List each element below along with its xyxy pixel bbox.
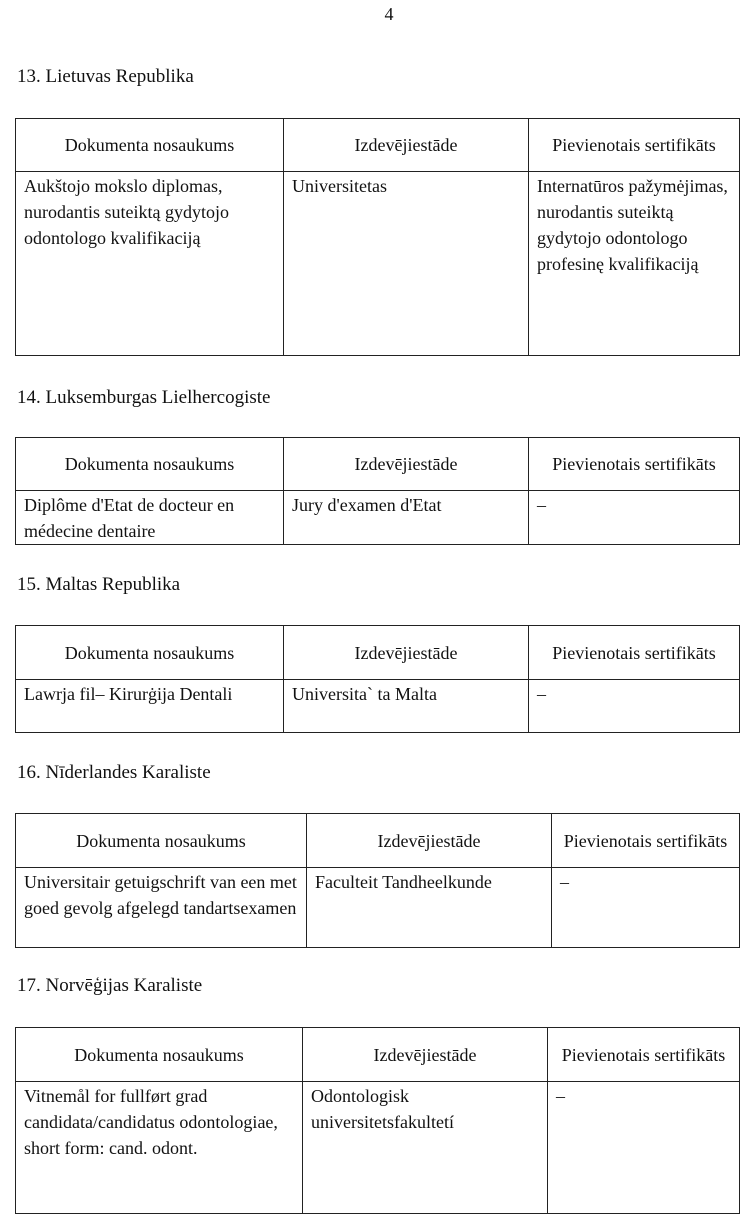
section-title: 16. Nīderlandes Karaliste	[17, 762, 211, 783]
column-header-issuer: Izdevējiestāde	[303, 1028, 548, 1082]
certificate-cell: Internatūros pažymėjimas, nurodantis suteiktą gydytojo odontologo profesinę kvalifikaciją	[529, 172, 740, 356]
column-header-certificate: Pievienotais sertifikāts	[529, 438, 740, 491]
section-title: 15. Maltas Republika	[17, 574, 181, 595]
document-name-cell: Lawrja fil– Kirurġija Dentali	[16, 680, 284, 733]
column-header-name: Dokumenta nosaukums	[16, 814, 307, 868]
section-title: 17. Norvēģijas Karaliste	[17, 975, 203, 996]
column-header-certificate: Pievienotais sertifikāts	[529, 626, 740, 680]
document-table	[15, 625, 740, 733]
column-header-certificate: Pievienotais sertifikāts	[529, 119, 740, 172]
column-header-name: Dokumenta nosaukums	[16, 438, 284, 491]
column-header-issuer: Izdevējiestāde	[284, 119, 529, 172]
document-name-cell: Diplôme d'Etat de docteur en médecine dentaire	[16, 491, 284, 545]
column-header-issuer: Izdevējiestāde	[307, 814, 552, 868]
section-title: 13. Lietuvas Republika	[17, 66, 194, 87]
column-header-certificate: Pievienotais sertifikāts	[548, 1028, 740, 1082]
document-table	[15, 437, 740, 545]
document-name-cell: Universitair getuigschrift van een met goed gevolg afgelegd tandartsexamen	[16, 868, 307, 948]
issuer-cell: Jury d'examen d'Etat	[284, 491, 529, 545]
document-table	[15, 813, 740, 948]
column-header-issuer: Izdevējiestāde	[284, 438, 529, 491]
page-number: 4	[384, 4, 394, 24]
issuer-cell: Universita` ta Malta	[284, 680, 529, 733]
issuer-cell: Universitetas	[284, 172, 529, 356]
column-header-issuer: Izdevējiestāde	[284, 626, 529, 680]
document-table	[15, 118, 740, 356]
certificate-cell: –	[529, 680, 740, 733]
issuer-cell: Odontologisk universitetsfakultetí	[303, 1082, 548, 1214]
certificate-cell: –	[548, 1082, 740, 1214]
document-table	[15, 1027, 740, 1214]
section-title: 14. Luksemburgas Lielhercogiste	[17, 387, 271, 408]
certificate-cell: –	[552, 868, 740, 948]
document-name-cell: Vitnemål for fullført grad candidata/candidatus odontologiae, short form: cand. odont.	[16, 1082, 303, 1214]
column-header-certificate: Pievienotais sertifikāts	[552, 814, 740, 868]
column-header-name: Dokumenta nosaukums	[16, 119, 284, 172]
document-name-cell: Aukštojo mokslo diplomas, nurodantis suteiktą gydytojo odontologo kvalifikaciją	[16, 172, 284, 356]
issuer-cell: Faculteit Tandheelkunde	[307, 868, 552, 948]
column-header-name: Dokumenta nosaukums	[16, 1028, 303, 1082]
column-header-name: Dokumenta nosaukums	[16, 626, 284, 680]
certificate-cell: –	[529, 491, 740, 545]
